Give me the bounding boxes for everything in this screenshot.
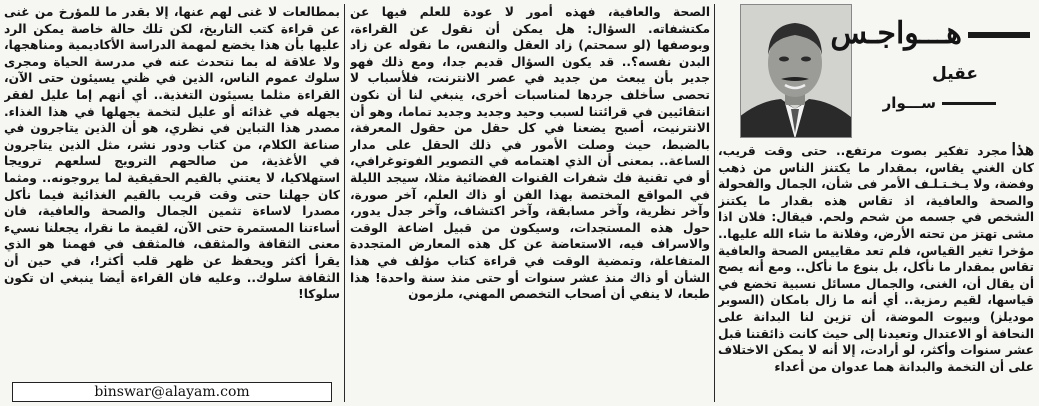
column-title <box>830 16 1030 51</box>
right-column-text: مجرد تفكير بصوت مرتفع.. حتى وقت قريب، كان الغني يقاس، بمقدار ما يكتنز الناس من ذهب وفضة، ولا يـخـتـلـف الأمر فى شأن، الجمال والفحولة والصحة والعافية، اذ تقاس هذه بقدار ما يكتنز الشخص في جسمه من شحم ولحم. فيقال: فلان اذا مشى تهتز من تحته الأرض، وفلانة ما شاء الله عليها.. مؤخرا تغير القياس، فلم تعد مقاييس الصحة والعافية تقاس بمقدار ما نأكل، بل بنوع ما نأكل.. ومع أنه يصح أن يقال أن، الغنى، والجمال مسائل نسبية تخضع في قياسها، لقيم رمزية.. أي أنه ما زال بامكان (السوبر موديلز) وبيوت الموضة، أن تزين لنا البدانة على النحافة أو الاعتدال وتعيدنا إلى حيث كانت ذائقتنا قبل عشر سنوات وأكثر، لو أرادت، إلا أنه لا يمكن الاختلاف على أن التخمة والبدانة هما عدوان من أعداء <box>718 144 1034 374</box>
author-email[interactable]: binswar@alayam.com <box>12 382 332 402</box>
article-paragraph <box>718 142 1034 375</box>
author-last-name-text: ســـوار <box>882 94 936 112</box>
article-column-right <box>718 142 1034 402</box>
column-rule-left <box>344 4 345 402</box>
lead-word: هذا <box>1011 142 1034 160</box>
title-rule <box>968 32 1030 38</box>
article-column-left <box>4 4 340 380</box>
author-first-name: عقيل <box>932 64 978 84</box>
article-column-middle <box>350 4 710 402</box>
middle-column-text: الصحة والعافية، فهذه أمور لا عودة للعلم فيها عن مكتشفاته. السؤال: هل يمكن أن نقول عن القراءة، وبوصفها (لو سمحتم) زاد العقل والنفس، ما نقوله عن زاد البدن نفسه؟.. قد يكون السؤال قديم جدا، ومع ذلك فهو جدير بأن يبعث من جديد في عصر الانترنت، فلأسباب لا تحصى سأخلف جردها لمناسبات أخرى، ينبغي لنا أن نكون انتقائيين في قرائتنا لسبب وحيد وجديد وجديد تماما، وهو أن الانترنيت، أصبح يضعنا في كل حقل من حقول المعرفة، بالضبط، حيث وصلت الأمور في ذلك الحقل على مدار الساعة.. بمعنى أن الذي اهتمامه في التصوير الفوتوغرافي، أو في تقنية فك شفرات القنوات الفضائية مثلا، سيجد الليلة في المواقع المختصة بهذا الفن أو ذاك العلم، آخر صورة، وآخر نظرية، وآخر مسابقة، وآخر اكتشاف، وآخر جدل يدور، حول هذه المستجدات، وسيكون من قبيل اضاعة الوقت والاسراف فيه، الاستعاضة عن كل هذه المعارض المتجددة المتفاعلة، وتمضية الوقت في قراءة كتاب مؤلف في هذا الشأن أو ذاك منذ عشر سنوات أو حتى منذ سنة واحدة! هذا طبعا، لا ينفي أن أصحاب التخصص المهني، ملزمون <box>350 5 710 302</box>
left-column-text: بمطالعات لا غنى لهم عنها، إلا بقدر ما للمؤرخ من غنى عن قراءة كتب التاريخ، لكن تلك حالة خاصة يمكن الرد عليها بأن هذا يخضع لمهمة الدراسة الأكاديمية ومناهجها، ولا علاقة له بما نتحدث عنه في مدرسة الحياة ومجرى سلوك عموم الناس، الذين في ظني يسيئون حتى الآن، القراءة مثلما يسيئون التغذية.. أي أنهم إما عليل لفقر يجهله في غذائه أو عليل لتخمة يجهلها في هذا الغذاء. مصدر هذا التباين في نظري، هو أن الذين يتاجرون في صناعة الكلام، من كتاب ودور نشر، مثل الذين يتاجرون في الأغذية، من صالحهم الترويج لسلعهم ترويجا استهلاكيا، لا يعتني بالقيم الحقيقية لما يروجونه.. ومثما كان جهلنا حتى وقت قريب بالقيم الغذائية فيما نأكل مصدرا لاساءة تثمين الجمال والصحة والعافية، فان أساءتنا المستمرة حتى الآن، لقيمة ما نقرا، يجعلنا نسيء معنى الثقافة والمثقف، فالمثقف في فهمنا هو الذي يقرأ أكثر ويحفظ عن ظهر قلب أكثر!، في حين أن الثقافة سلوك.. وعليه فان القراءة أيضا ينبغي ان تكون سلوكا! <box>4 5 340 302</box>
author-rule <box>942 102 996 105</box>
column-title-text: هـــواجـس <box>830 16 962 51</box>
column-header <box>718 2 1036 140</box>
column-rule-right <box>714 4 715 402</box>
author-last-name <box>883 94 996 112</box>
